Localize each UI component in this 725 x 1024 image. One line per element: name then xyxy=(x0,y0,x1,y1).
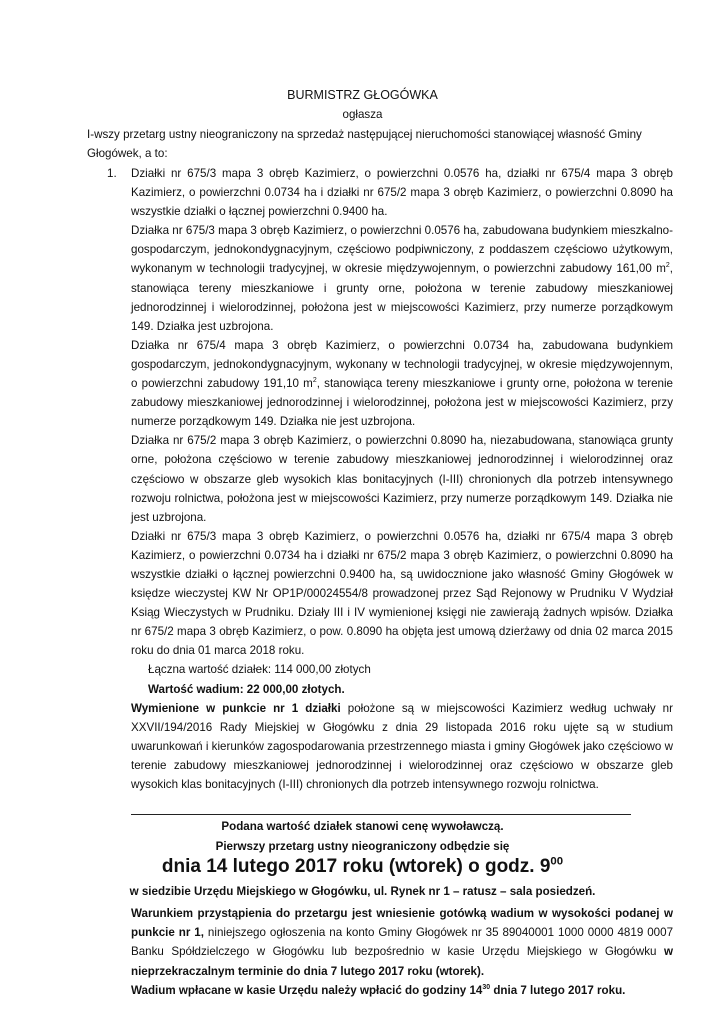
document-title: BURMISTRZ GŁOGÓWKA xyxy=(287,88,438,102)
parcel-675-3 xyxy=(131,221,673,336)
cash-payment-note xyxy=(131,981,673,1000)
zoning-text: położone są w miejscowości Kazimierz według uchwały nr XXVII/194/2016 Rady Miejskiej w Głogówku z dnia 29 listopada 2016 roku ujęte są w studium uwarunkowań i kierunków zagospodarowania przestrzennego miasta i gminy Głogówek jako częściowo w terenie zabudowy mieszkaniowej jednorodzinnej i wielorodzinnej oraz częściowo w obszarze gleb wysokich klas bonitacyjnych (I-III) chronionych dla potrzeb intensywnego rozwoju rolnictwa. xyxy=(131,701,673,791)
deposit-conditions-bold: Warunkiem przystąpienia do przetargu jest wniesienie gotówką wadium w wysokości podanej w punkcie nr 1, xyxy=(131,907,673,940)
deposit-conditions-text: niniejszego ogłoszenia na konto Gminy Głogówek nr 35 89040001 1000 0000 4819 0007 Banku Spółdzielczego w Głogówku lub bezpośrednio w kasie Urzędu Miejskiego w Głogówku xyxy=(131,926,674,959)
zoning-bold-lead: Wymienione w punkcie nr 1 działki xyxy=(131,701,341,715)
auction-date-text: dnia 14 lutego 2017 roku (wtorek) o godz. 9 xyxy=(161,856,551,877)
cash-payment-text-a: Wadium wpłacane w kasie Urzędu należy wpłacić do godziny 14 xyxy=(131,983,483,997)
parcel-675-4-sup: 2 xyxy=(312,377,317,385)
conditions-section xyxy=(131,904,673,1000)
document-subtitle: ogłasza xyxy=(342,108,383,121)
parcel-675-3-text-a: Działka nr 675/3 mapa 3 obręb Kazimierz, o powierzchni 0.0576 ha, zabudowana budynkiem mieszkalno-gospodarczym, jednokondygnacyjnym, częściowo podpiwniczony, z poddaszem częściowo użytkowym, wykonanym w technologii tradycyjnej, w okresie międzywojennym, o powierzchni zabudowy 161,00 m xyxy=(131,224,673,276)
total-value: Łączna wartość działek: 114 000,00 złotych xyxy=(148,663,371,677)
zoning-paragraph xyxy=(131,699,673,794)
parcel-675-4-text-b: , stanowiąca tereny mieszkaniowe i grunty orne, położona w terenie zabudowy mieszkaniowej jednorodzinnej i wielorodzinnej, położona jest w miejscowości Kazimierz, przy numerze porządkowym 149. Działka nie jest uzbrojona. xyxy=(131,377,673,429)
deposit-deadline: w nieprzekraczalnym terminie do dnia 7 lutego 2017 roku (wtorek). xyxy=(131,945,673,978)
auction-date xyxy=(0,856,725,878)
parcel-675-3-sup: 2 xyxy=(665,262,670,270)
parcel-675-4-text-a: Działka nr 675/4 mapa 3 obręb Kazimierz, o powierzchni 0.0734 ha, zabudowana budynkiem gospodarczym, jednokondygnacyjnym, wykonany w technologii tradycyjnej, w okresie międzywojennym, o powierzchni zabudowy 191,10 m xyxy=(131,338,673,391)
deposit-conditions xyxy=(131,904,673,981)
parcel-675-4 xyxy=(131,336,673,431)
parcel-675-2: Działka nr 675/2 mapa 3 obręb Kazimierz, o powierzchni 0.8090 ha, niezabudowana, stanowiąca grunty orne, położona częściowo w terenie zabudowy mieszkaniowej jednorodzinnej i wielorodzinnej oraz częściowo w obszarze gleb wysokich klas bonitacyjnych (I-III) chronionych dla potrzeb intensywnego rozwoju rolnictwa, położona jest w miejscowości Kazimierz, przy numerze porządkowym 149. Działka nie jest uzbrojona. xyxy=(131,434,673,524)
land-registry-paragraph: Działki nr 675/3 mapa 3 obręb Kazimierz, o powierzchni 0.0576 ha, działki nr 675/4 mapa 3 obręb Kazimierz, o powierzchni 0.0734 ha i działki nr 675/2 mapa 3 obręb Kazimierz, o powierzchni 0.8090 ha wszystkie działki o łącznej powierzchni 0.9400 ha, są uwidocznione jako własność Gminy Głogówek w księdze wieczystej KW Nr OP1P/00024554/8 prowadzonej przez Sąd Rejonowy w Prudniku V Wydział Ksiąg Wieczystych w Prudniku. Działy III i IV wymienionej księgi nie zawierają żadnych wpisów. Działka nr 675/2 mapa 3 obręb Kazimierz, o pow. 0.8090 ha objęta jest umową dzierżawy od dnia 02 marca 2015 roku do dnia 01 marca 2018 roku. xyxy=(131,529,673,658)
starting-price-note: Podana wartość działek stanowi cenę wywoławczą. xyxy=(221,820,504,833)
deposit-value: Wartość wadium: 22 000,00 złotych. xyxy=(148,682,345,696)
divider-line xyxy=(131,814,631,815)
auction-venue: w siedzibie Urzędu Miejskiego w Głogówku, ul. Rynek nr 1 – ratusz – sala posiedzeń. xyxy=(129,885,596,898)
cash-payment-sup: 30 xyxy=(482,983,491,991)
list-number: 1. xyxy=(107,167,117,180)
auction-date-sup: 00 xyxy=(550,855,564,868)
parcels-summary: Działki nr 675/3 mapa 3 obręb Kazimierz, o powierzchni 0.0576 ha, działki nr 675/4 mapa 3 obręb Kazimierz, o powierzchni 0.0734 ha i działki nr 675/2 mapa 3 obręb Kazimierz, o powierzchni 0.8090 ha wszystkie działki o łącznej powierzchni 0.9400 ha. xyxy=(131,167,673,219)
parcel-675-3-text-b: , stanowiąca tereny mieszkaniowe i grunty orne, położona w terenie zabudowy mieszkaniowej jednorodzinnej i wielorodzinnej, położona jest w miejscowości Kazimierz, przy numerze porządkowym 149. Działka jest uzbrojona. xyxy=(131,262,673,333)
intro-paragraph: I-wszy przetarg ustny nieograniczony na sprzedaż następującej nieruchomości stanowiącej własność Gminy Głogówek, a to: xyxy=(87,128,642,160)
cash-payment-text-b: dnia 7 lutego 2017 roku. xyxy=(490,983,626,997)
item-body xyxy=(131,164,673,794)
auction-announcement: Pierwszy przetarg ustny nieograniczony odbędzie się xyxy=(215,840,510,853)
